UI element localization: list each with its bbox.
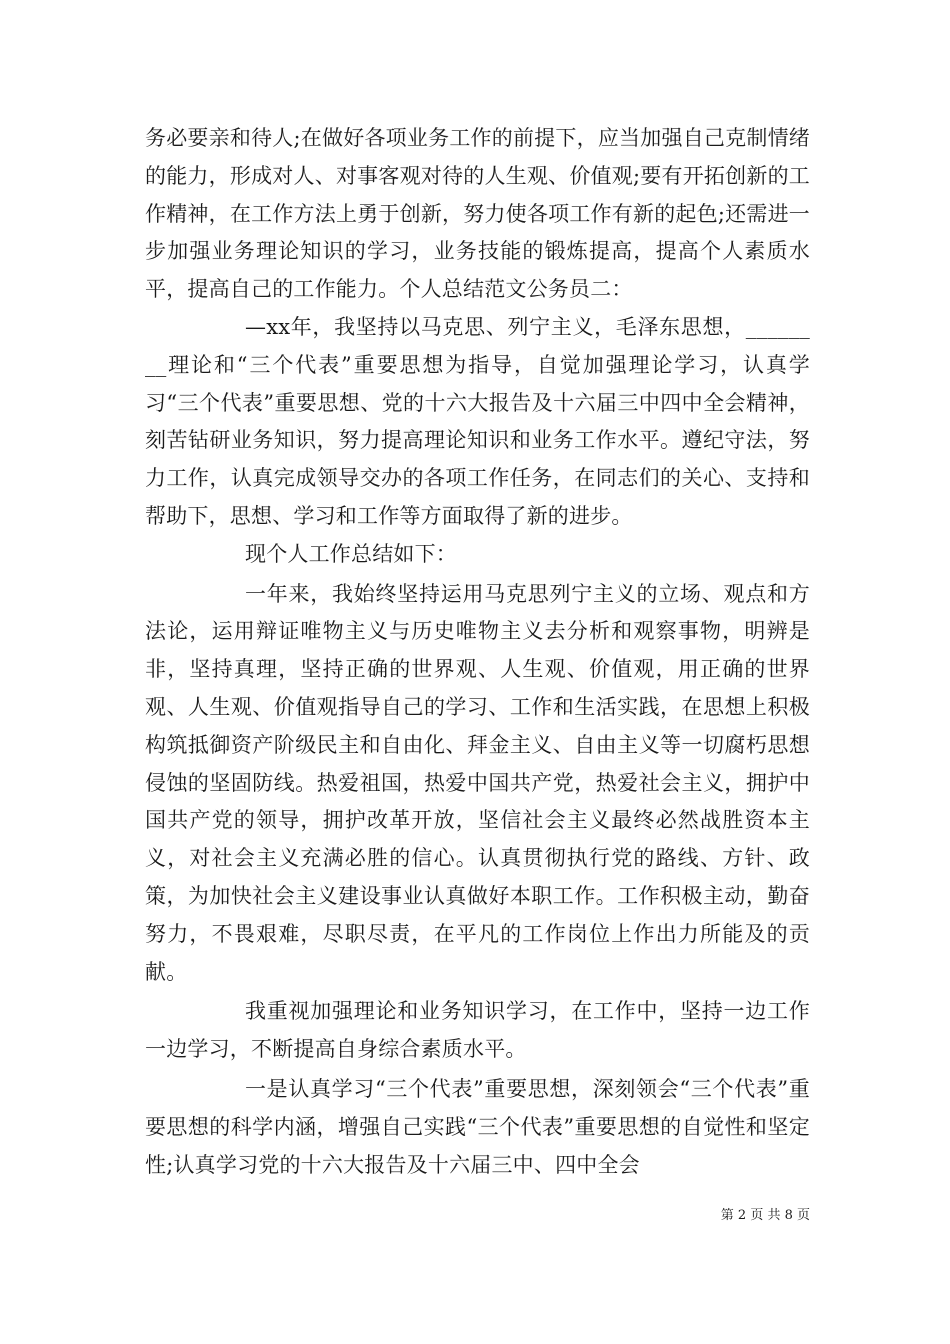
paragraph-2: —xx年，我坚持以马克思、列宁主义，毛泽东思想，________理论和“三个代表”重要思想为指导，自觉加强理论学习，认真学习“三个代表”重要思想、党的十六大报告及十六届三中四中全会精神，刻苦钻研业务知识，努力提高理论知识和业务工作水平。遵纪守法，努力工作，认真完成领导交办的各项工作任务，在同志们的关心、支持和帮助下，思想、学习和工作等方面取得了新的进步。 xyxy=(145,314,810,528)
paragraph-6: 一是认真学习“三个代表”重要思想，深刻领会“三个代表”重要思想的科学内涵，增强自己实践“三个代表”重要思想的自觉性和坚定性;认真学习党的十六大报告及十六届三中、四中全会 xyxy=(145,1076,810,1177)
paragraph-1: 务必要亲和待人;在做好各项业务工作的前提下，应当加强自己克制情绪的能力，形成对人、对事客观对待的人生观、价值观;要有开拓创新的工作精神，在工作方法上勇于创新，努力使各项工作有新的起色;还需进一步加强业务理论知识的学习，业务技能的锻炼提高，提高个人素质水平，提高自己的工作能力。个人总结范文公务员二： xyxy=(145,126,810,302)
paragraph-5: 我重视加强理论和业务知识学习，在工作中，坚持一边工作一边学习，不断提高自身综合素质水平。 xyxy=(145,999,810,1062)
paragraph-3: 现个人工作总结如下： xyxy=(245,541,457,566)
paragraph-4: 一年来，我始终坚持运用马克思列宁主义的立场、观点和方法论，运用辩证唯物主义与历史唯物主义去分析和观察事物，明辨是非，坚持真理，坚持正确的世界观、人生观、价值观，用正确的世界观、人生观、价值观指导自己的学习、工作和生活实践，在思想上积极构筑抵御资产阶级民主和自由化、拜金主义、自由主义等一切腐朽思想侵蚀的坚固防线。热爱祖国，热爱中国共产党，热爱社会主义，拥护中国共产党的领导，拥护改革开放，坚信社会主义最终必然战胜资本主义，对社会主义充满必胜的信心。认真贯彻执行党的路线、方针、政策，为加快社会主义建设事业认真做好本职工作。工作积极主动，勤奋努力，不畏艰难，尽职尽责，在平凡的工作岗位上作出力所能及的贡献。 xyxy=(145,581,810,984)
document-body xyxy=(145,120,810,1184)
page-number-footer: 第 2 页 共 8 页 xyxy=(720,1208,810,1223)
